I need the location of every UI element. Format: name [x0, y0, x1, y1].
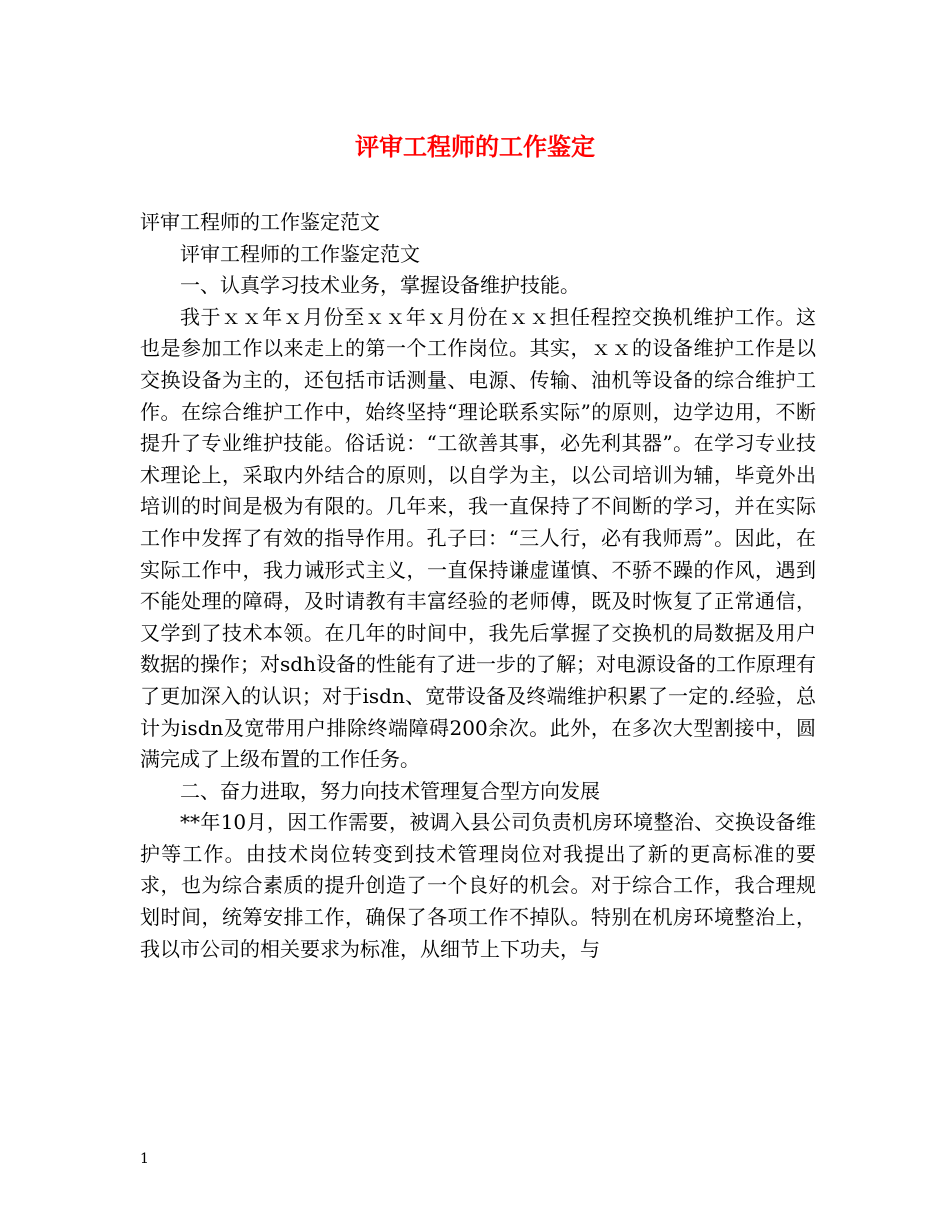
section-heading-1: 一、认真学习技术业务，掌握设备维护技能。 [180, 273, 580, 298]
paragraph-heading: 评审工程师的工作鉴定范文 [140, 210, 380, 234]
document-body [140, 207, 816, 965]
paragraph-body-2: **年10月，因工作需要，被调入县公司负责机房环境整治、交换设备维护等工作。由技术岗位转变到技术管理岗位对我提出了新的更高标准的要求，也为综合素质的提升创造了一个良好的机会。对于综合工作，我合理规划时间，统筹安排工作，确保了各项工作不掉队。特别在机房环境整治上，我以市公司的相关要求为标准，从细节上下功夫，与 [140, 810, 816, 961]
page-number: 1 [140, 1151, 149, 1167]
paragraph-body-1: 我于ｘｘ年ｘ月份至ｘｘ年ｘ月份在ｘｘ担任程控交换机维护工作。这也是参加工作以来走上的第一个工作岗位。其实，ｘｘ的设备维护工作是以交换设备为主的，还包括市话测量、电源、传输、油机等设备的综合维护工作。在综合维护工作中，始终坚持“理论联系实际”的原则，边学边用，不断提升了专业维护技能。俗话说：“工欲善其事，必先利其器”。在学习专业技术理论上，采取内外结合的原则，以自学为主，以公司培训为辅，毕竟外出培训的时间是极为有限的。几年来，我一直保持了不间断的学习，并在实际工作中发挥了有效的指导作用。孔子曰：“三人行，必有我师焉”。因此，在实际工作中，我力诫形式主义，一直保持谦虚谨慎、不骄不躁的作风，遇到不能处理的障碍，及时请教有丰富经验的老师傅，既及时恢复了正常通信，又学到了技术本领。在几年的时间中，我先后掌握了交换机的局数据及用户数据的操作；对sdh设备的性能有了进一步的了解；对电源设备的工作原理有了更加深入的认识；对于isdn、宽带设备及终端维护积累了一定的.经验，总计为isdn及宽带用户排除终端障碍200余次。此外，在多次大型割接中，圆满完成了上级布置的工作任务。 [140, 304, 816, 772]
document-title: 评审工程师的工作鉴定 [355, 132, 595, 161]
section-heading-2: 二、奋力进取，努力向技术管理复合型方向发展 [180, 778, 600, 803]
paragraph-subheading: 评审工程师的工作鉴定范文 [180, 241, 420, 266]
